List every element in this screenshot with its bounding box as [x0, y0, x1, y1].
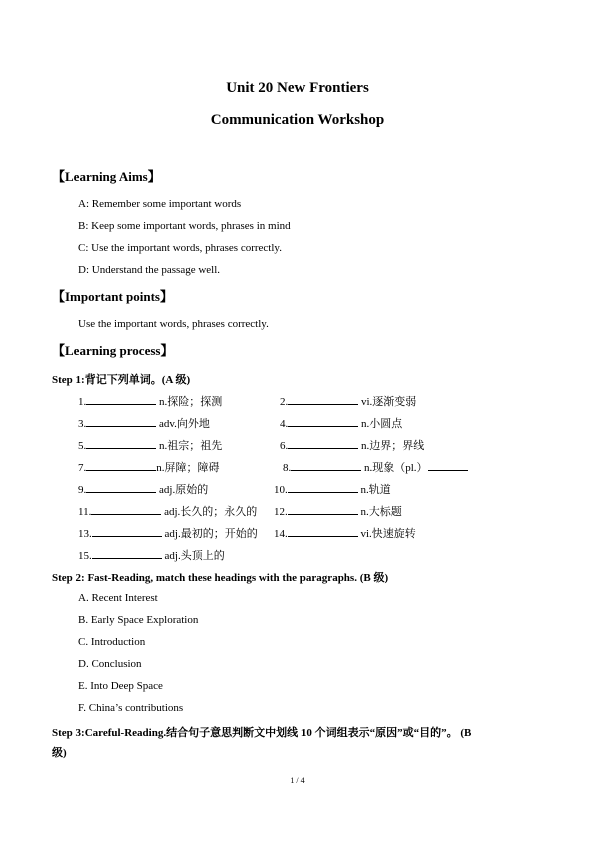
word-item: 14. vi.快速旋转	[274, 528, 416, 540]
answer-blank[interactable]	[291, 460, 361, 471]
heading-option: D. Conclusion	[78, 658, 142, 670]
word-item: 10. n.轨道	[274, 484, 391, 496]
answer-blank[interactable]	[86, 394, 156, 405]
answer-blank[interactable]	[86, 416, 156, 427]
word-item: 13. adj.最初的；开始的	[78, 528, 258, 540]
step1-title: Step 1:背记下列单词。(A 级)	[52, 374, 191, 386]
step3-title-cont: 级)	[52, 747, 67, 759]
answer-blank[interactable]	[288, 526, 358, 537]
word-item: 11. adj.长久的；永久的	[78, 506, 258, 518]
aim-item: D: Understand the passage well.	[78, 264, 221, 276]
answer-blank[interactable]	[288, 504, 358, 515]
learning-aims-heading: 【Learning Aims】	[52, 169, 161, 184]
word-item: 5. n.祖宗；祖先	[78, 440, 223, 452]
page-number: 1 / 4	[290, 776, 305, 785]
word-item: 12. n.大标题	[274, 506, 402, 518]
heading-option: B. Early Space Exploration	[78, 614, 199, 626]
answer-blank[interactable]	[86, 460, 156, 471]
heading-option: E. Into Deep Space	[78, 680, 163, 692]
step3-title: Step 3:Careful-Reading.结合句子意思判断文中划线 10 个词组表示“原因”或“目的”。 (B	[52, 727, 472, 739]
heading-option: A. Recent Interest	[78, 592, 158, 604]
answer-blank[interactable]	[288, 416, 358, 427]
word-item: 7. n.屏障；障碍	[78, 462, 220, 474]
plural-answer-blank[interactable]	[428, 460, 468, 471]
word-item: 1. n.探险；探测	[78, 396, 223, 408]
word-item: 6. n.边界；界线	[280, 440, 425, 452]
answer-blank[interactable]	[91, 504, 161, 515]
aim-item: B: Keep some important words, phrases in mind	[78, 220, 291, 232]
word-item: 4. n.小圆点	[280, 418, 403, 430]
answer-blank[interactable]	[288, 394, 358, 405]
doc-title: Unit 20 New Frontiers	[226, 80, 369, 96]
answer-blank[interactable]	[86, 438, 156, 449]
answer-blank[interactable]	[288, 482, 358, 493]
answer-blank[interactable]	[86, 482, 156, 493]
answer-blank[interactable]	[92, 548, 162, 559]
word-item: 2. vi.逐渐变弱	[280, 396, 417, 408]
aim-item: A: Remember some important words	[78, 198, 242, 210]
word-item: 3. adv.向外地	[78, 418, 210, 430]
important-points-heading: 【Important points】	[52, 289, 173, 304]
doc-subtitle: Communication Workshop	[210, 112, 385, 128]
answer-blank[interactable]	[288, 438, 358, 449]
important-points-text: Use the important words, phrases correctly.	[78, 318, 269, 330]
learning-process-heading: 【Learning process】	[52, 343, 174, 358]
word-item: 8. n.现象（pl.）	[283, 459, 468, 475]
step2-title: Step 2: Fast-Reading, match these headings with the paragraphs. (B 级)	[52, 572, 389, 584]
heading-option: F. China’s contributions	[78, 702, 184, 714]
heading-option: C. Introduction	[78, 636, 146, 648]
answer-blank[interactable]	[92, 526, 162, 537]
word-item: 15. adj.头顶上的	[78, 550, 225, 562]
aim-item: C: Use the important words, phrases correctly.	[78, 242, 282, 254]
word-item: 9. adj.原始的	[78, 484, 209, 496]
